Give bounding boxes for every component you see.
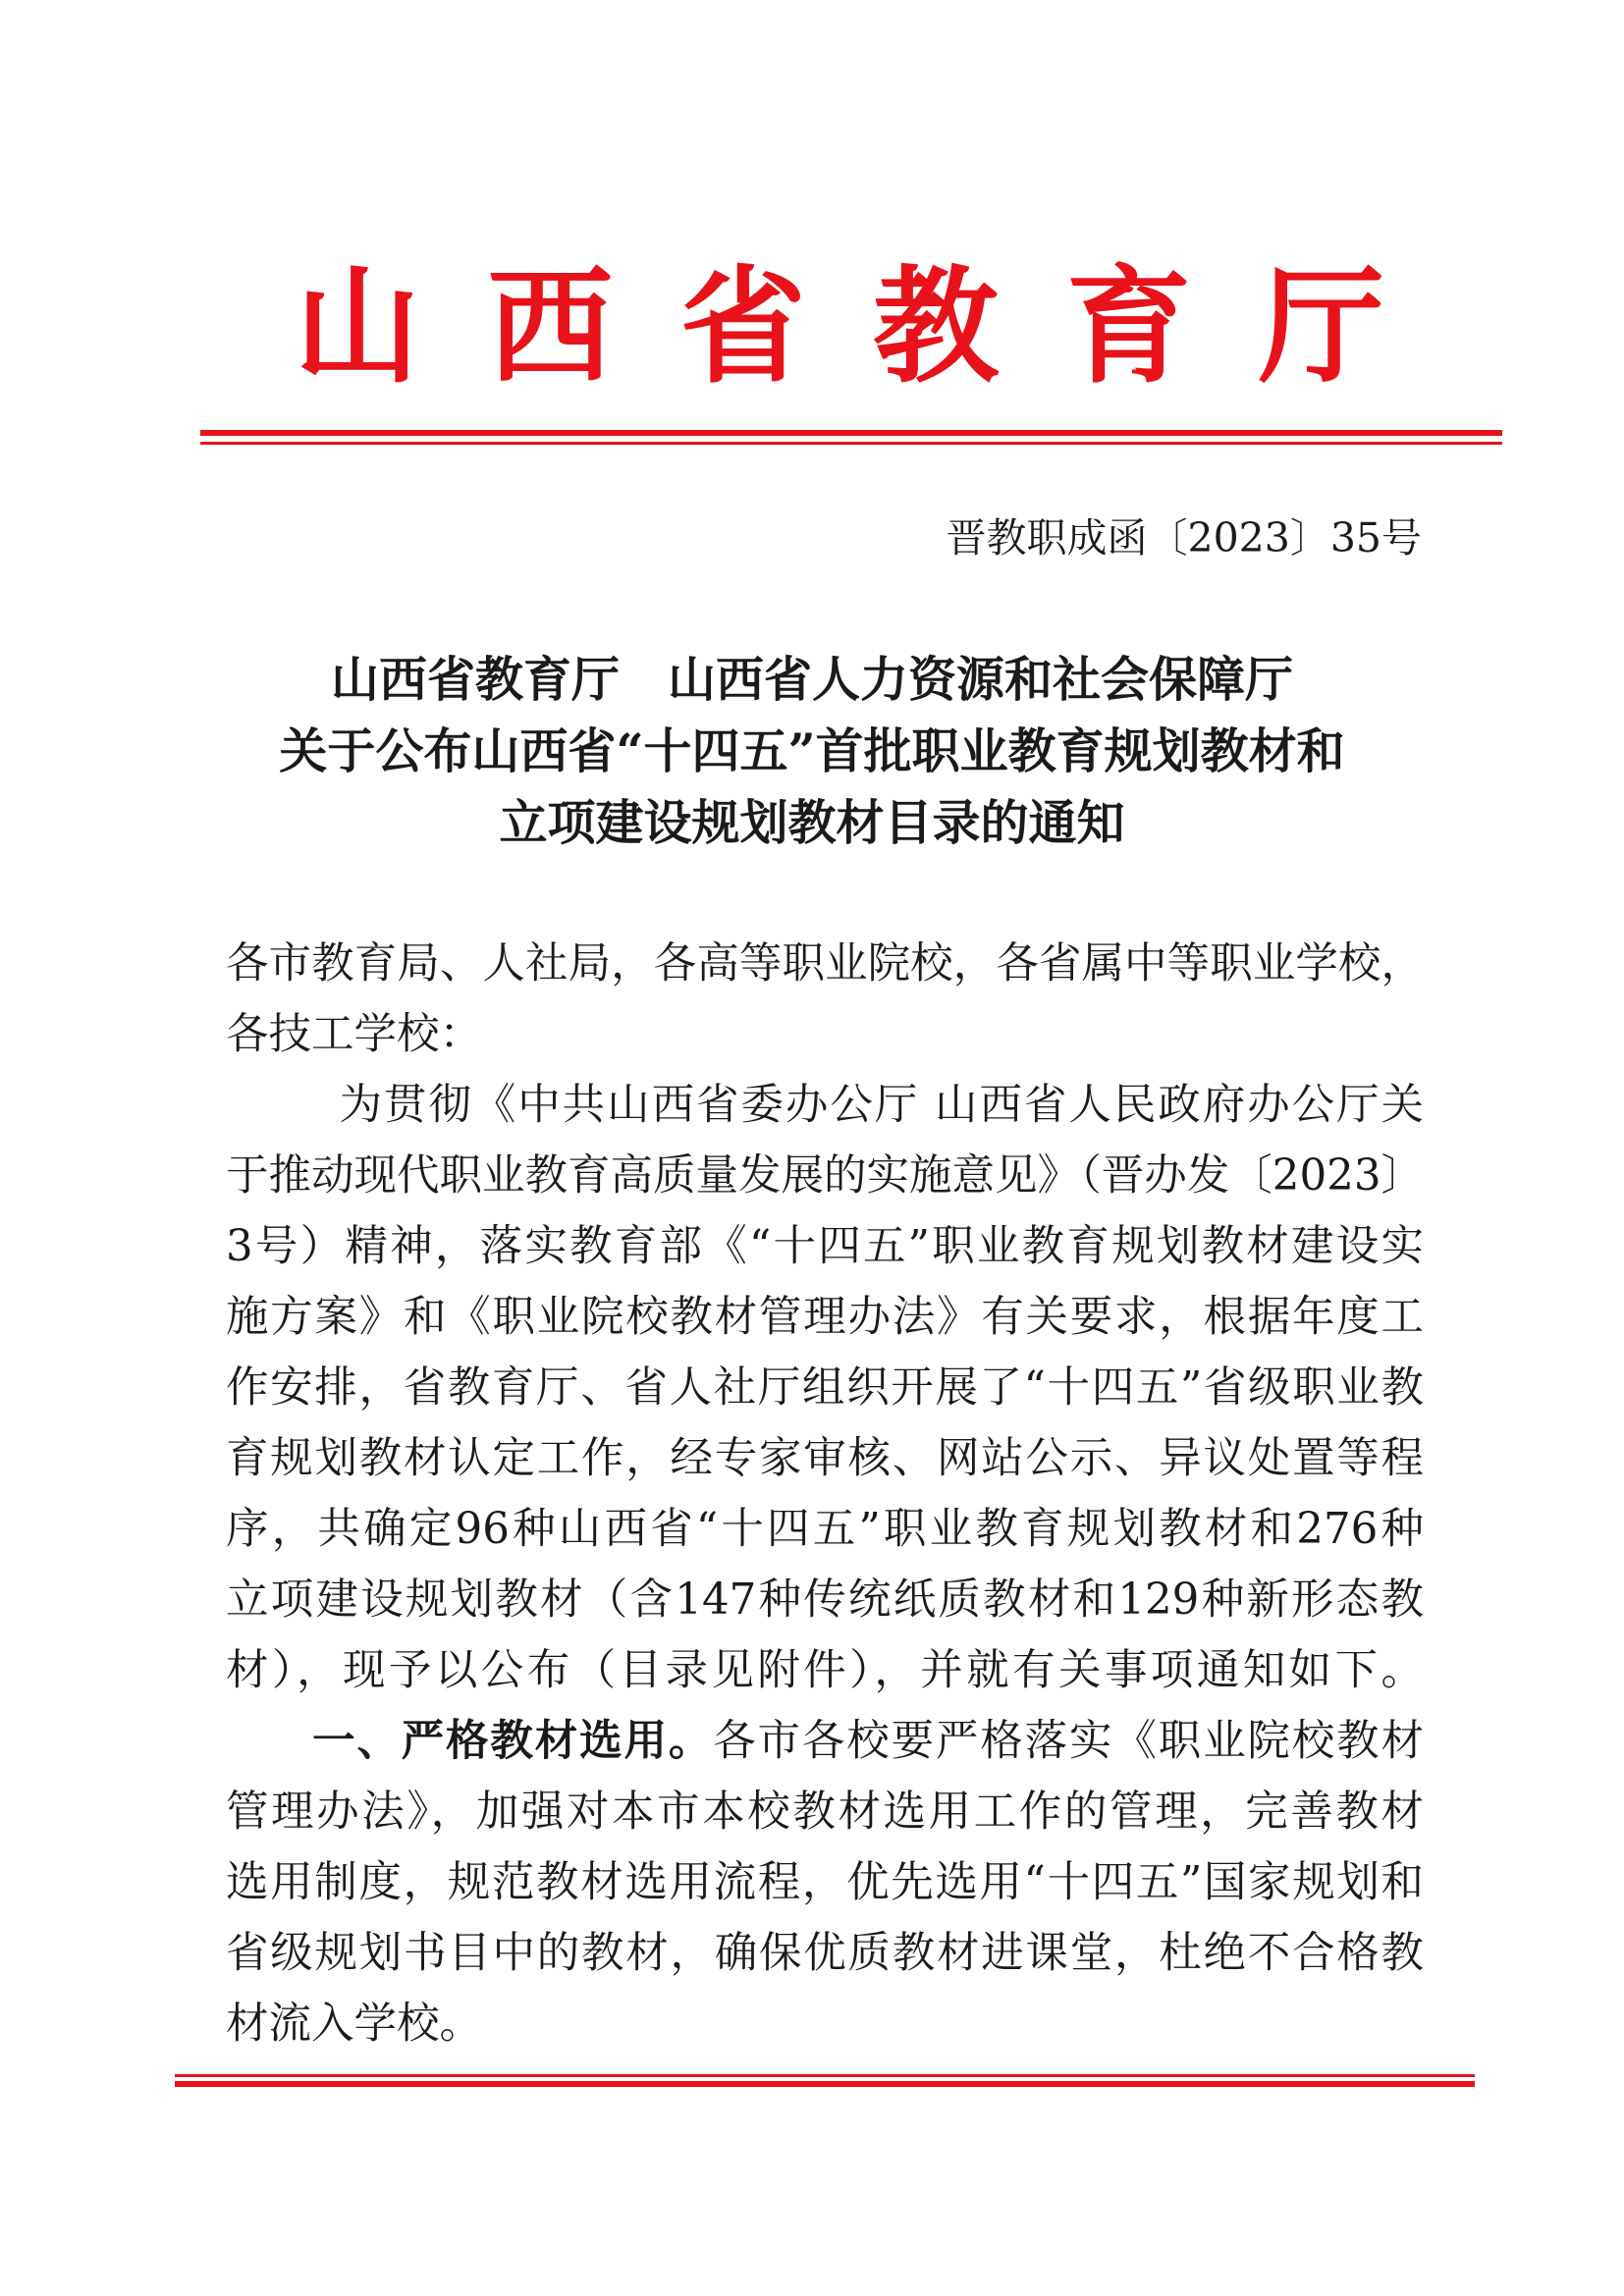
masthead-char: 山	[295, 253, 421, 400]
body-line: 3号）精神，落实教育部《“十四五”职业教育规划教材建设实	[226, 1222, 1424, 1271]
body-line: 于推动现代职业教育高质量发展的实施意见》（晋办发〔2023〕	[226, 1151, 1424, 1201]
section-1-text: 各市各校要严格落实《职业院校教材	[713, 1717, 1424, 1766]
body-line: 管理办法》，加强对本市本校教材选用工作的管理，完善教材	[226, 1788, 1424, 1837]
footer-rule-thin	[175, 2074, 1475, 2077]
body-line: 省级规划书目中的教材，确保优质教材进课堂，杜绝不合格教	[226, 1929, 1424, 1978]
masthead-char: 省	[679, 253, 806, 400]
masthead-char: 教	[873, 253, 1000, 400]
masthead-char: 育	[1065, 253, 1192, 400]
section-1-heading: 一、严格教材选用。	[312, 1716, 714, 1766]
header-rule-thin	[200, 442, 1502, 445]
body-line: 为贯彻《中共山西省委办公厅 山西省人民政府办公厅关	[295, 1081, 1424, 1130]
issuing-authority-masthead	[295, 253, 1384, 400]
body-line: 材流入学校。	[226, 2000, 482, 2049]
masthead-char: 厅	[1258, 253, 1384, 400]
addressee-line: 各市教育局、人社局，各高等职业院校，各省属中等职业学校，	[226, 939, 1424, 988]
body-line: 选用制度，规范教材选用流程，优先选用“十四五”国家规划和	[226, 1858, 1424, 1907]
document-number: 晋教职成函〔2023〕35号	[946, 514, 1422, 561]
addressee-line: 各技工学校：	[226, 1010, 482, 1059]
body-line: 序，共确定96种山西省“十四五”职业教育规划教材和276种	[226, 1505, 1424, 1554]
masthead-char: 西	[487, 253, 614, 400]
body-line: 施方案》和《职业院校教材管理办法》有关要求，根据年度工	[226, 1293, 1424, 1342]
body-line: 立项建设规划教材（含147种传统纸质教材和129种新形态教	[226, 1575, 1424, 1625]
body-line: 育规划教材认定工作，经专家审核、网站公示、异议处置等程	[226, 1434, 1424, 1483]
notice-title-line: 立项建设规划教材目录的通知	[499, 794, 1125, 851]
notice-title-line: 关于公布山西省“十四五”首批职业教育规划教材和	[279, 722, 1345, 779]
header-rule-thick	[200, 430, 1502, 436]
body-line: 作安排，省教育厅、省人社厅组织开展了“十四五”省级职业教	[226, 1363, 1424, 1413]
footer-rule-thick	[175, 2081, 1475, 2087]
section-1-first-line	[312, 1712, 1424, 1771]
notice-title-line: 山西省教育厅 山西省人力资源和社会保障厅	[330, 651, 1293, 708]
body-line: 材），现予以公布（目录见附件），并就有关事项通知如下。	[226, 1646, 1424, 1695]
